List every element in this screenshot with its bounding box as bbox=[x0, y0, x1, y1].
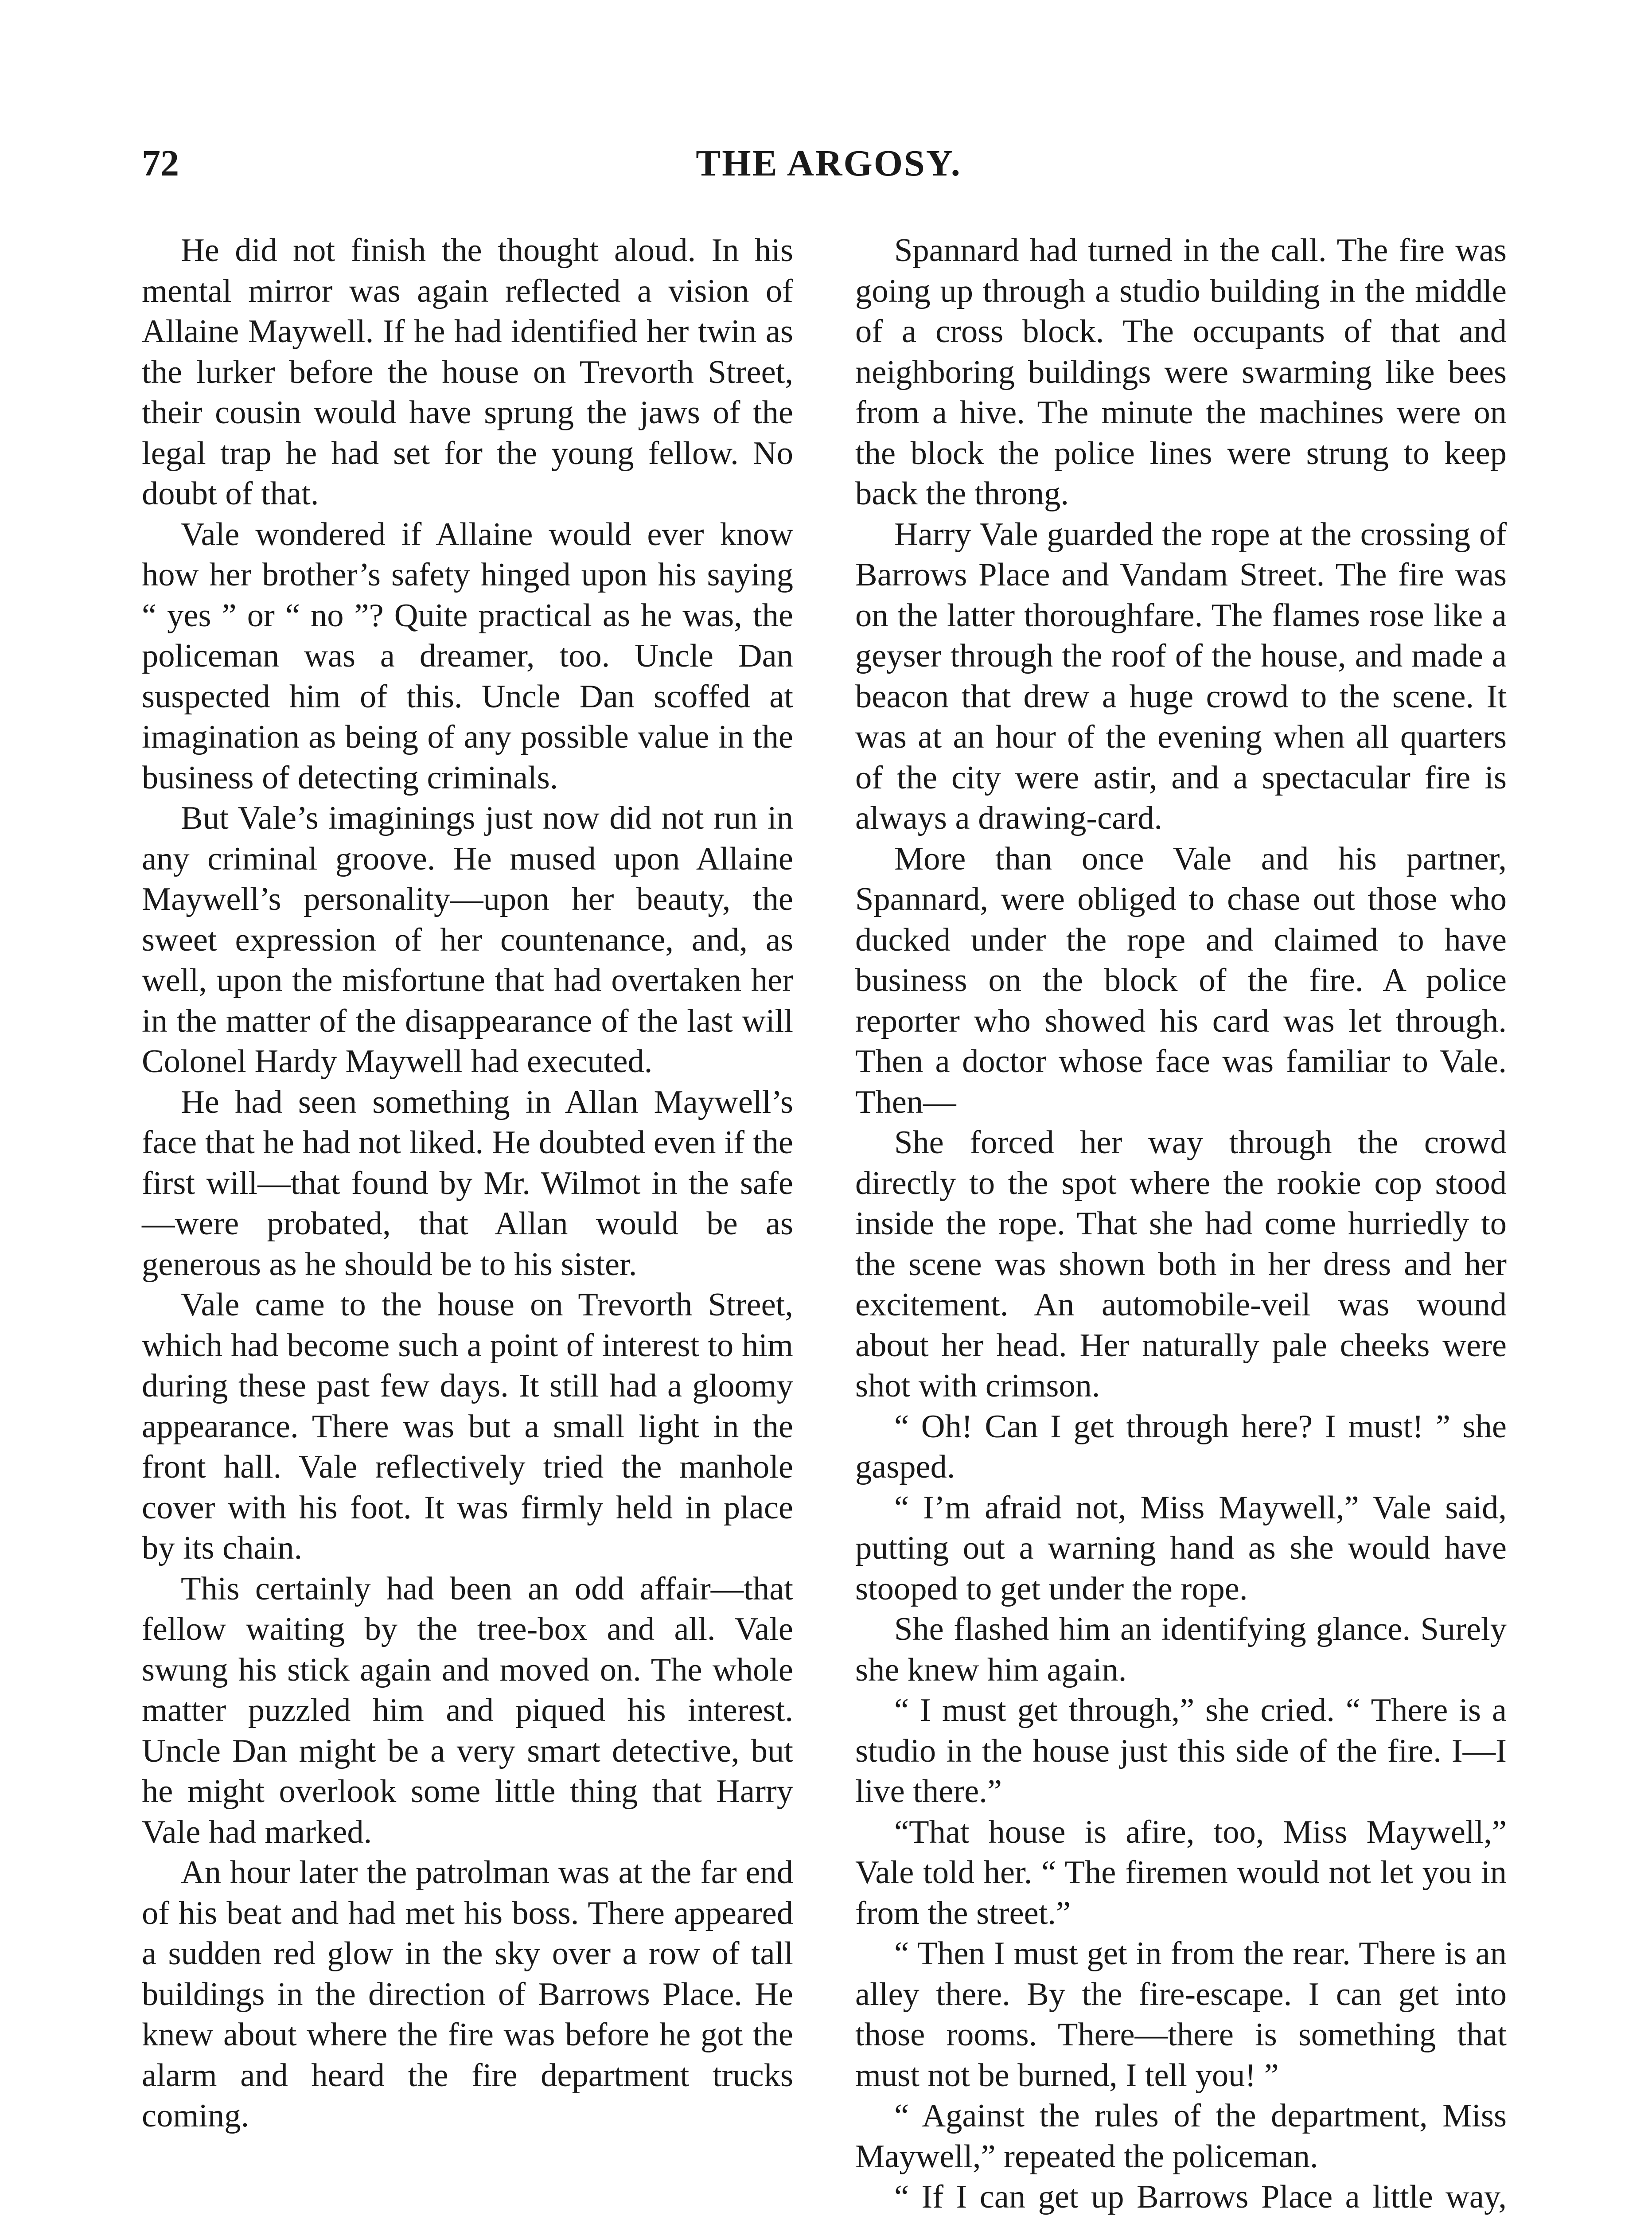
paragraph: “That house is afire, too, Miss Maywell,” Vale told her. “ The firemen would not let you in from the street.” bbox=[855, 1814, 1507, 1931]
page-number: 72 bbox=[142, 143, 179, 184]
paragraph: Vale came to the house on Trevorth Street, which had become such a point of interest to him during these past few days. It still had a gloomy appearance. There was but a small light in the front hall. Vale reflectively tried the manhole cover with his foot. It was firmly held in place by its chain. bbox=[142, 1287, 793, 1566]
paragraph: “ If I can get up Barrows Place a little way, bbox=[894, 2179, 1507, 2215]
paragraph: “ Against the rules of the department, Miss Maywell,” repeated the policeman. bbox=[855, 2098, 1507, 2175]
running-title: THE ARGOSY. bbox=[696, 143, 962, 184]
paragraph: More than once Vale and his partner, Spannard, were obliged to chase out those who ducked under the rope and claimed to have business on the block of the fire. A police reporter who showed his card was let through. Then a doctor whose face was familiar to Vale. Then— bbox=[855, 840, 1507, 1120]
paragraph: “ I’m afraid not, Miss Maywell,” Vale said, putting out a warning hand as she would have stooped to get under the rope. bbox=[855, 1489, 1507, 1607]
paragraph: She forced her way through the crowd directly to the spot where the rookie cop stood inside the rope. That she had come hurriedly to the scene was shown both in her dress and her excitement. An automobile-veil was wound about her head. Her naturally pale cheeks were shot with crimson. bbox=[855, 1124, 1507, 1404]
paragraph: “ I must get through,” she cried. “ There is a studio in the house just this side of the fire. I—I live there.” bbox=[855, 1692, 1507, 1810]
paragraph: “ Oh! Can I get through here? I must! ” she gasped. bbox=[855, 1408, 1507, 1485]
paragraph: Harry Vale guarded the rope at the crossing of Barrows Place and Vandam Street. The fire was on the latter thoroughfare. The flames rose like a geyser through the roof of the house, and made a beacon that drew a huge crowd to the scene. It was at an hour of the evening when all quarters of the city were astir, and a spectacular fire is always a drawing-card. bbox=[855, 516, 1507, 836]
paragraph: “ Then I must get in from the rear. There is an alley there. By the fire-escape. I can get into those rooms. There—there is something that must not be burned, I tell you! ” bbox=[855, 1935, 1507, 2094]
paragraph: Vale wondered if Allaine would ever know how her brother’s safety hinged upon his saying “ yes ” or “ no ”? Quite practical as he was, the policeman was a dreamer, too. Uncle Dan suspected him of this. Uncle Dan scoffed at imagination as being of any possible value in the business of detecting criminals. bbox=[142, 516, 793, 796]
right-text-column bbox=[855, 230, 1507, 2216]
page-header bbox=[142, 142, 1516, 195]
paragraph: An hour later the patrolman was at the far end of his beat and had met his boss. There appeared a sudden red glow in the sky over a row of tall buildings in the direction of Barrows Place. He knew about where the fire was before he got the alarm and heard the fire department trucks coming. bbox=[142, 1854, 793, 2134]
left-text-column bbox=[142, 230, 793, 2137]
paragraph: She flashed him an identifying glance. Surely she knew him again. bbox=[855, 1611, 1507, 1688]
paragraph: Spannard had turned in the call. The fire was going up through a studio building in the middle of a cross block. The occupants of that and neighboring buildings were swarming like bees from a hive. The minute the machines were on the block the police lines were strung to keep back the throng. bbox=[855, 232, 1507, 512]
paragraph: But Vale’s imaginings just now did not run in any criminal groove. He mused upon Allaine Maywell’s personality—upon her beauty, the sweet expression of her countenance, and, as well, upon the misfortune that had overtaken her in the matter of the disappearance of the last will Colonel Hardy Maywell had executed. bbox=[142, 800, 793, 1080]
paragraph: He did not finish the thought aloud. In his mental mirror was again reflected a vision of Allaine Maywell. If he had identified her twin as the lurker before the house on Trevorth Street, their cousin would have sprung the jaws of the legal trap he had set for the young fellow. No doubt of that. bbox=[142, 232, 793, 512]
paragraph: He had seen something in Allan Maywell’s face that he had not liked. He doubted even if the first will—that found by Mr. Wilmot in the safe—were probated, that Allan would be as generous as he should be to his sister. bbox=[142, 1084, 793, 1283]
paragraph: This certainly had been an odd affair—that fellow waiting by the tree-box and all. Vale swung his stick again and moved on. The whole matter puzzled him and piqued his interest. Uncle Dan might be a very smart detective, but he might overlook some little thing that Harry Vale had marked. bbox=[142, 1570, 793, 1850]
